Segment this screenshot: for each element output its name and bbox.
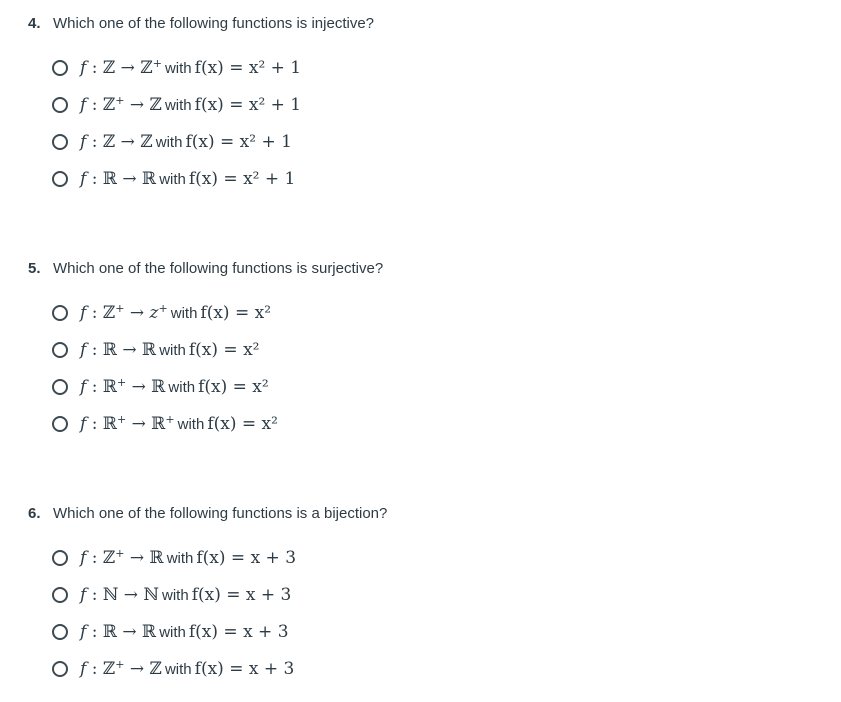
answer-math: f : ℝ → ℝ with f(x) = x²: [80, 339, 260, 360]
answer-list: [52, 294, 278, 442]
radio-button[interactable]: [52, 97, 68, 113]
answer-option[interactable]: [52, 331, 278, 368]
answer-option[interactable]: [52, 613, 296, 650]
radio-button[interactable]: [52, 171, 68, 187]
answer-math: f : ℤ → ℤ with f(x) = x² + 1: [80, 131, 292, 152]
question-number: 4.: [28, 14, 41, 32]
answer-math: f : ℤ+ → ℤ with f(x) = x + 3: [80, 657, 295, 679]
question-text: Which one of the following functions is a bijection?: [53, 504, 388, 522]
question-text: Which one of the following functions is injective?: [53, 14, 375, 32]
answer-option[interactable]: [52, 576, 296, 613]
question-header: [28, 13, 374, 33]
radio-button[interactable]: [52, 587, 68, 603]
question-number: 5.: [28, 259, 41, 277]
answer-math: f : ℝ → ℝ with f(x) = x² + 1: [80, 168, 296, 189]
radio-button[interactable]: [52, 305, 68, 321]
question-text: Which one of the following functions is surjective?: [53, 259, 384, 277]
radio-button[interactable]: [52, 342, 68, 358]
answer-math: f : ℤ+ → ℤ with f(x) = x² + 1: [80, 93, 302, 115]
radio-button[interactable]: [52, 379, 68, 395]
answer-option[interactable]: [52, 160, 301, 197]
radio-button[interactable]: [52, 661, 68, 677]
question-header: [28, 258, 383, 278]
answer-math: f : ℝ → ℝ with f(x) = x + 3: [80, 621, 289, 642]
answer-math: f : ℤ+ → ℝ with f(x) = x + 3: [80, 546, 297, 568]
answer-list: [52, 49, 301, 197]
answer-math: f : ℤ → ℤ+ with f(x) = x² + 1: [80, 56, 302, 78]
answer-math: f : ℕ → ℕ with f(x) = x + 3: [80, 584, 292, 605]
question-header: [28, 503, 387, 523]
answer-option[interactable]: [52, 86, 301, 123]
answer-option[interactable]: [52, 368, 278, 405]
answer-option[interactable]: [52, 49, 301, 86]
answer-list: [52, 539, 296, 687]
radio-button[interactable]: [52, 416, 68, 432]
radio-button[interactable]: [52, 550, 68, 566]
answer-math: f : ℝ+ → ℝ+ with f(x) = x²: [80, 412, 278, 434]
radio-button[interactable]: [52, 60, 68, 76]
answer-option[interactable]: [52, 123, 301, 160]
radio-button[interactable]: [52, 134, 68, 150]
question-number: 6.: [28, 504, 41, 522]
answer-math: f : ℤ+ → z+ with f(x) = x²: [80, 301, 272, 323]
answer-option[interactable]: [52, 539, 296, 576]
answer-option[interactable]: [52, 294, 278, 331]
answer-option[interactable]: [52, 650, 296, 687]
radio-button[interactable]: [52, 624, 68, 640]
answer-math: f : ℝ+ → ℝ with f(x) = x²: [80, 375, 269, 397]
answer-option[interactable]: [52, 405, 278, 442]
